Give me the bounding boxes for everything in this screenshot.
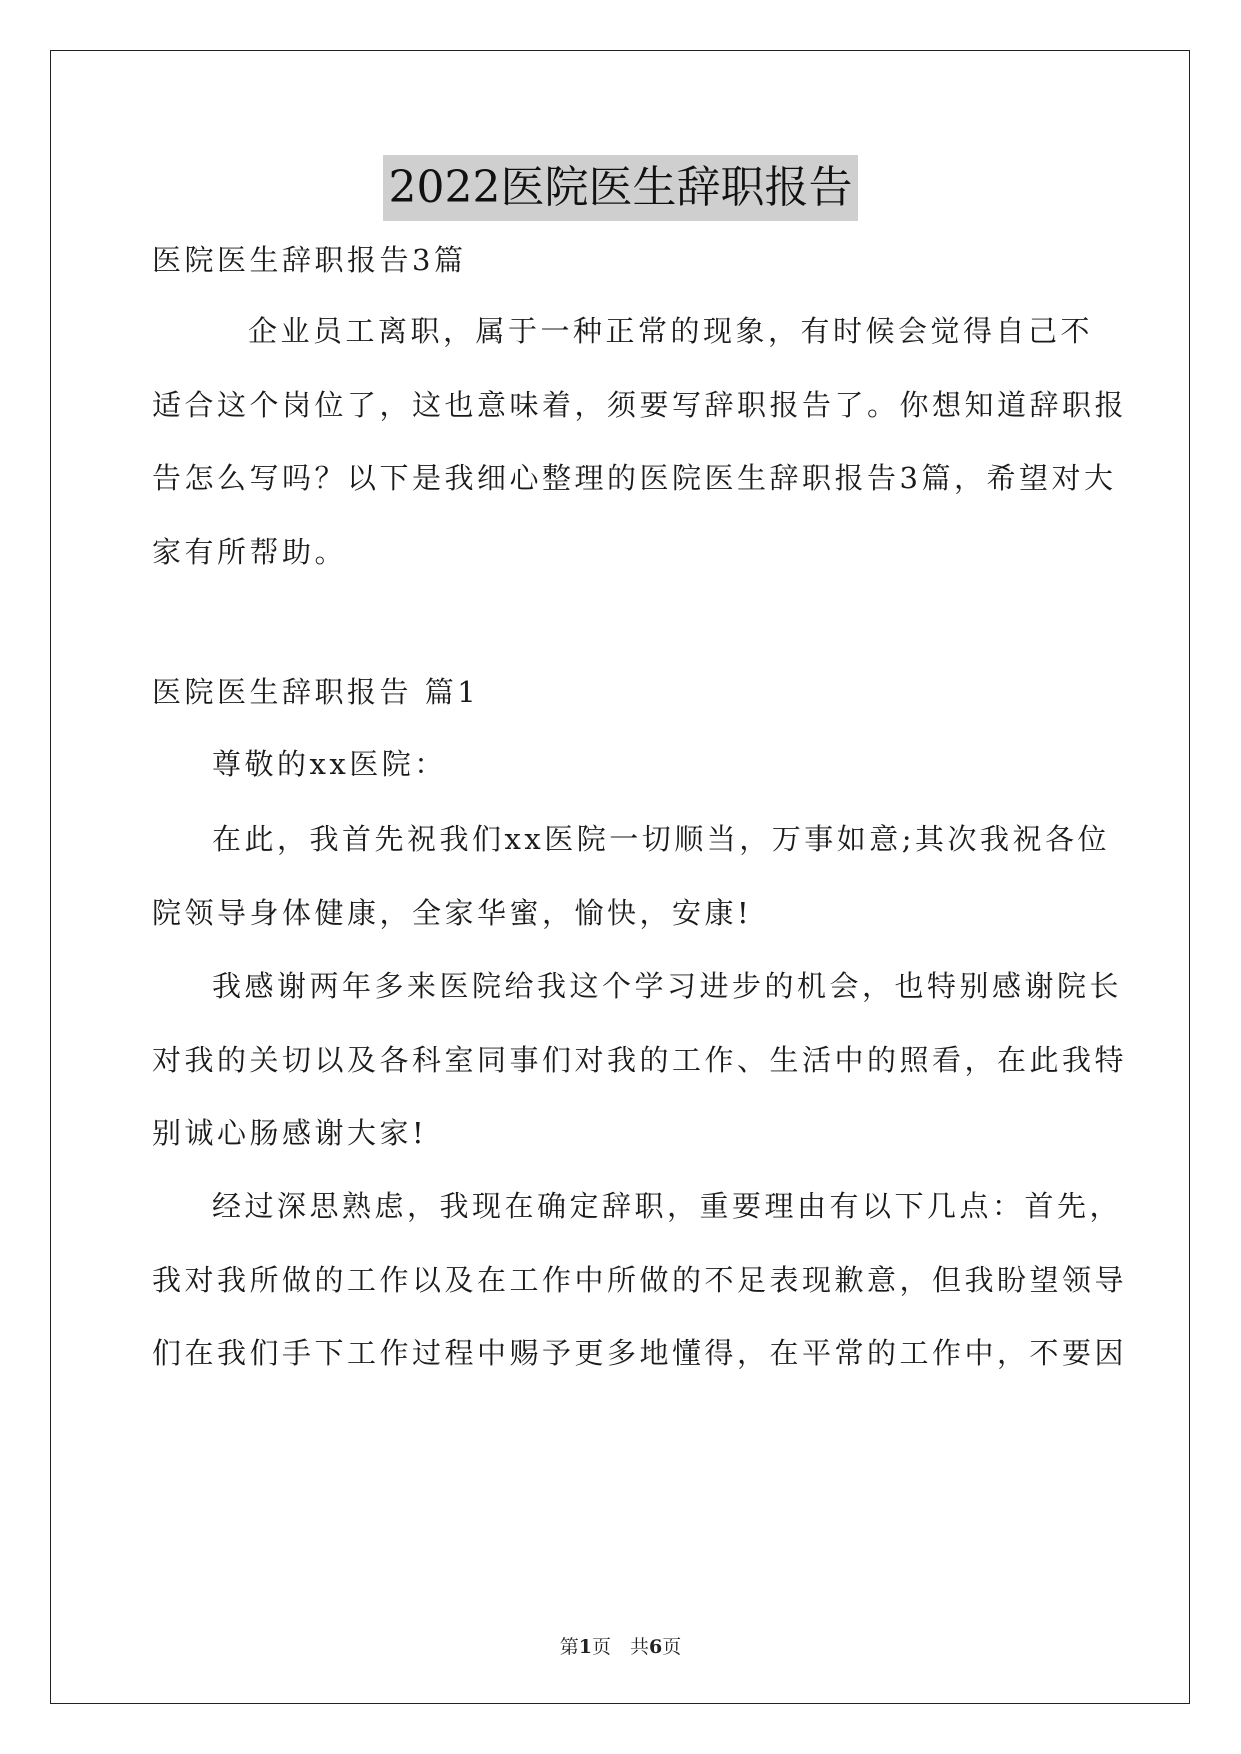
title-container [0,155,1241,221]
paragraph-line: 在此，我首先祝我们xx医院一切顺当，万事如意;其次我祝各位 [212,822,1110,856]
paragraph-line: 我对我所做的工作以及在工作中所做的不足表现歉意，但我盼望领导 [152,1263,1128,1297]
paragraph-line: 经过深思熟虑，我现在确定辞职，重要理由有以下几点：首先， [212,1189,1123,1223]
page-footer [0,1632,1241,1659]
footer-suffix: 页 [662,1636,682,1658]
section-heading: 医院医生辞职报告 篇1 [152,675,480,709]
paragraph-line: 对我的关切以及各科室同事们对我的工作、生活中的照看，在此我特 [152,1043,1128,1077]
salutation-line: 尊敬的xx医院： [212,747,447,781]
paragraph-line: 别诚心肠感谢大家! [152,1116,428,1150]
document-title: 2022医院医生辞职报告 [383,155,859,221]
paragraph-line: 院领导身体健康，全家华蜜，愉快，安康! [152,896,753,930]
page-border [50,50,1190,1704]
footer-page-number: 1 [578,1636,592,1658]
paragraph-line: 家有所帮助。 [152,535,348,569]
subtitle-line: 医院医生辞职报告3篇 [152,243,467,277]
footer-total-pages: 6 [649,1636,663,1658]
footer-mid: 页 共 [591,1636,649,1658]
footer-prefix: 第 [559,1636,579,1658]
paragraph-line: 企业员工离职，属于一种正常的现象，有时候会觉得自己不 [248,314,1094,348]
paragraph-line: 适合这个岗位了，这也意味着，须要写辞职报告了。你想知道辞职报 [152,388,1128,422]
paragraph-line: 告怎么写吗？以下是我细心整理的医院医生辞职报告3篇，希望对大 [152,461,1117,495]
paragraph-line: 我感谢两年多来医院给我这个学习进步的机会，也特别感谢院长 [212,969,1123,1003]
paragraph-line: 们在我们手下工作过程中赐予更多地懂得，在平常的工作中，不要因 [152,1336,1128,1370]
